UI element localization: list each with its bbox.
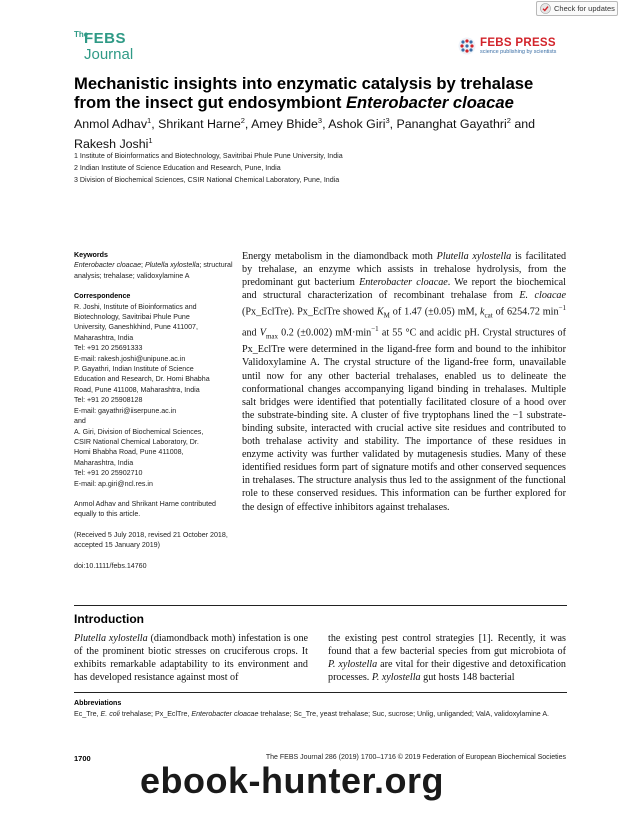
check-for-updates-icon [540, 3, 551, 14]
author[interactable]: Shrikant Harne$^2$, [158, 116, 252, 132]
doi-link[interactable]: doi:10.1111/febs.14760 [74, 561, 147, 570]
keywords-text: Enterobacter cloacae; Plutella xylostella; structural analysis; trehalase; validoxylamine A [74, 261, 233, 280]
abstract: Energy metabolism in the diamondback moth Plutella xylostella is facilitated by trehalase, an enzyme which assists in trehalose hydrolysis, from the predominant gut bacterium Enterobacter cloacae. We report the biochemical and structural characterization of recombinant trehalase from E. cloacae (Px_EclTre). Px_EclTre showed $K_M$ of 1.47 (±0.05) mM, $k_{cat}$ of 6254.72 $\min^{-1}$ and $V_{max}$ 0.2 (±0.002) $mM\cdot\min^{-1}$ at 55 °C and acidic pH. Crystal structures of Px_EclTre were determined in the ligand-free form and bound to the inhibitor Validoxylamine A. The crystal structure of the ligand-free form, unavailable until now for any other bacterial trehalases, enabled us to delineate the conformational changes accompanying ligand binding in trehalases. Multiple salt bridges were identified that potentially facilitated closure of a hood over the substrate-binding site. A cluster of five tryptophans lined the −1 substrate-binding subsite, interacted with crucial active site residues and contributed to both trehalase activity and stability. The importance of these residues in enzyme activity was further validated by mutagenesis studies. Many of these identified residues form part of signature motifs and other conserved sequences in trehalases. The structure analysis thus led to the assignment of the functional role to these conserved residues. This information can be further explored for the design of effective inhibitors against trehalases. [242, 251, 567, 513]
author[interactable]: Amey Bhide$^3$, [251, 116, 329, 132]
introduction-column-2: the existing pest control strategies [1]. Recently, it was found that a few bacterial species from gut microbiota of P. xylostella are vital for their digestive and detoxification processes. P. xylostella gut hosts 148 bacterial [328, 633, 566, 684]
article-title [74, 74, 554, 112]
check-for-updates-badge[interactable] [536, 1, 618, 16]
email-link[interactable]: E-mail: gayathri@iiserpune.ac.in [74, 406, 177, 415]
journal-logo-name: Journal [84, 46, 134, 63]
author[interactable]: Ashok Giri$^3$, [328, 116, 397, 132]
title-line-2-plain: from the insect gut endosymbiont [74, 93, 346, 112]
title-line-2 [74, 93, 554, 112]
page-number: 1700 [74, 754, 91, 763]
publisher-tagline: science publishing by scientists [480, 49, 557, 55]
publisher-logo [458, 37, 556, 56]
journal-logo-febs: FEBS [84, 30, 127, 47]
journal-citation: The FEBS Journal 286 (2019) 1700–1716 © 2019 Federation of European Biochemical Societies [265, 754, 566, 761]
equal-contribution-note: Anmol Adhav and Shrikant Harne contributed equally to this article. [74, 499, 216, 519]
abbreviations-text: Ec_Tre, E. coli trehalase; Px_EclTre, Enterobacter cloacae trehalase; Sc_Tre, yeast trehalase; Suc, sucrose; Unlig, unliganded; ValA, validoxylamine A. [74, 710, 550, 718]
affiliations [74, 150, 554, 186]
email-link[interactable]: E-mail: ap.giri@ncl.res.in [74, 479, 153, 488]
correspondence-heading: Correspondence [74, 292, 131, 301]
title-line-2-italic: Enterobacter cloacae [345, 93, 514, 112]
author-list [74, 113, 544, 152]
publisher-name: FEBS PRESS [480, 37, 556, 49]
febs-press-icon [458, 37, 476, 55]
affiliation: 3 Division of Biochemical Sciences, CSIR National Chemical Laboratory, Pune, India [74, 176, 340, 184]
correspondence-text: R. Joshi, Institute of Bioinformatics and Biotechnology, Savitribai Phule Pune University, Ganeshkhind, Pune 411007, Maharashtra, India Tel: +91 20 25691333 E-mail: rakesh.joshi@unipune.ac.in P. Gayathri, Indian Institute of Science Education and Research, Dr. Homi Bhabha Road, Pune 411008, Maharashtra, India Tel: +91 20 25908128 E-mail: gayathri@iiserpune.ac.in and A. Giri, Division of Biochemical Sciences, CSIR National Chemical Laboratory, Dr. Homi Bhabha Road, Pune 411008, Maharashtra, India Tel: +91 20 25902710 E-mail: ap.giri@ncl.res.in [74, 302, 236, 489]
introduction-heading: Introduction [74, 612, 144, 626]
keywords-heading: Keywords [74, 251, 108, 259]
article-info-column [74, 250, 236, 571]
title-line-1: Mechanistic insights into enzymatic catalysis by trehalase [74, 74, 534, 93]
journal-logo-the: The [74, 30, 89, 39]
journal-logo [74, 30, 140, 70]
abbreviations-heading: Abbreviations [74, 699, 122, 707]
author[interactable]: Pananghat Gayathri$^2$ and [396, 116, 536, 132]
watermark: ebook-hunter.org [140, 760, 444, 801]
introduction-column-1: Plutella xylostella (diamondback moth) infestation is one of the prominent biotic stresses on cruciferous crops. It exhibits remarkable adaptability to its environment and has developed resistance against most of [74, 633, 309, 684]
email-link[interactable]: E-mail: rakesh.joshi@unipune.ac.in [74, 354, 186, 363]
received-dates: (Received 5 July 2018, revised 21 October 2018, accepted 15 January 2019) [74, 530, 228, 550]
section-divider [74, 605, 567, 606]
affiliation: 1 Institute of Bioinformatics and Biotechnology, Savitribai Phule Pune University, India [74, 152, 343, 160]
abbreviations-divider [74, 692, 567, 693]
affiliation: 2 Indian Institute of Science Education and Research, Pune, India [74, 164, 281, 172]
author[interactable]: Anmol Adhav$^1$, [74, 116, 159, 132]
author[interactable]: Rakesh Joshi$^1$ [74, 135, 153, 151]
check-for-updates-label: Check for updates [554, 4, 615, 13]
